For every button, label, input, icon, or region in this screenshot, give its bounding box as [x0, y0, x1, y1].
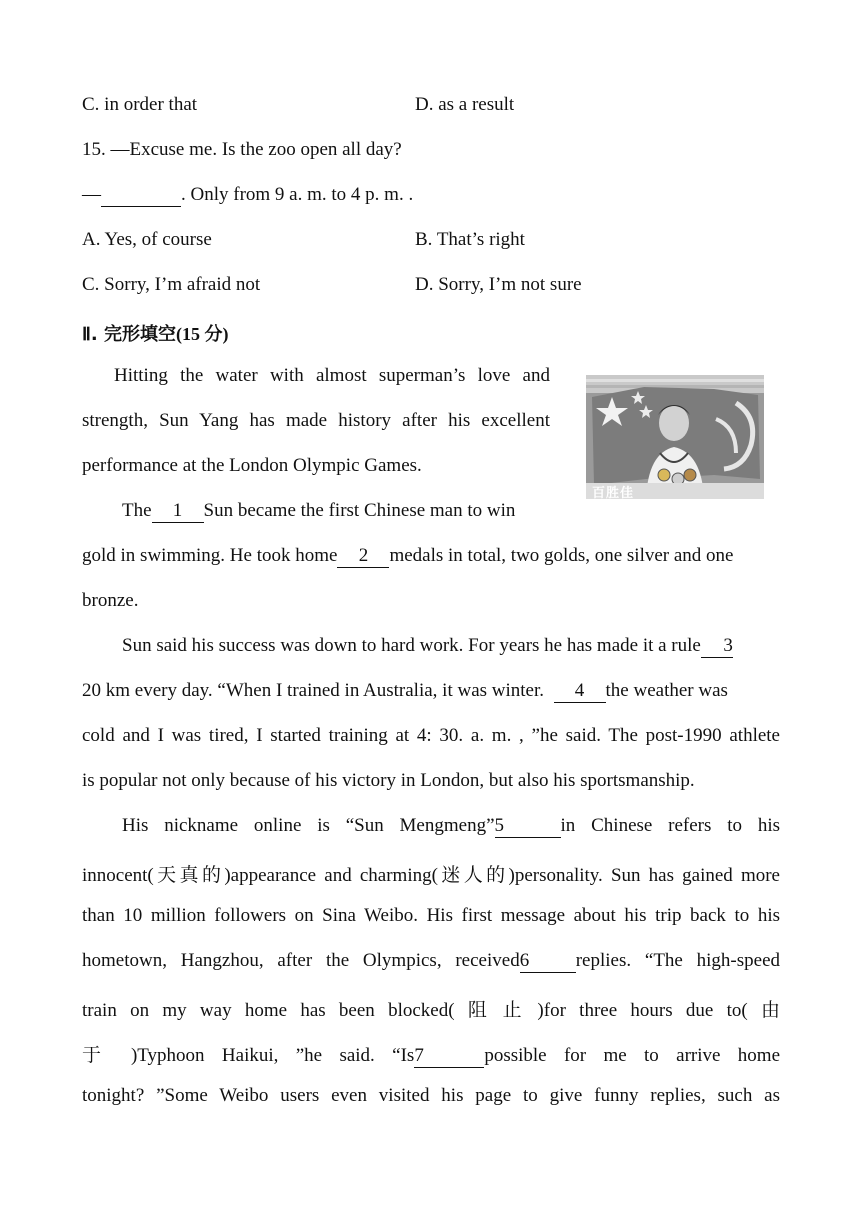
passage-text: gold in swimming. He took home	[82, 545, 338, 566]
passage-p1-line1: Hitting the water with almost superman’s love and	[114, 365, 550, 386]
q14-option-c: C. in order that	[82, 94, 198, 115]
athlete-photo-illustration	[586, 375, 764, 499]
passage-text: 20 km every day. “When I trained in Australia, it was winter.	[82, 680, 545, 701]
passage-p3-line2	[82, 680, 728, 703]
q15-reply	[82, 184, 413, 207]
q15-answer-blank	[101, 185, 181, 207]
passage-text: medals in total, two golds, one silver and one	[389, 545, 734, 566]
passage-p4-line4	[82, 950, 780, 973]
cloze-blank-5: 5	[495, 816, 561, 838]
passage-p3-line4: is popular not only because of his victory in London, but also his sportsmanship.	[82, 770, 695, 791]
cloze-blank-4: 4	[554, 681, 606, 703]
passage-p2-line1	[122, 500, 515, 523]
cloze-blank-3: 3	[701, 636, 733, 658]
passage-text: the weather was	[605, 680, 728, 701]
passage-p4-line7: tonight? ”Some Weibo users even visited his page to give funny replies, such as	[82, 1085, 780, 1106]
q15-stem: 15. —Excuse me. Is the zoo open all day?	[82, 139, 402, 160]
passage-text: replies. “The high-speed	[575, 950, 780, 971]
passage-p4-line5: train on my way home has been blocked( 阻 止 )for three hours due to( 由	[82, 1000, 780, 1021]
q15-reply-dash: —	[82, 184, 101, 205]
photo-watermark-text: 百胜佳	[592, 486, 635, 499]
passage-text: Sun became the first Chinese man to win	[203, 500, 516, 521]
passage-text: The	[122, 500, 152, 521]
passage-p3-line3: cold and I was tired, I started training at 4: 30. a. m. , ”he said. The post-1990 athlete	[82, 725, 780, 746]
passage-text: hometown, Hangzhou, after the Olympics, received	[82, 950, 520, 971]
q15-option-d: D. Sorry, I’m not sure	[415, 274, 582, 295]
section-roman-numeral: Ⅱ	[82, 324, 91, 344]
passage-p4-line2: innocent(天真的)appearance and charming(迷人的)personality. Sun has gained more	[82, 865, 780, 886]
passage-p2-line2	[82, 545, 734, 568]
passage-text: Sun said his success was down to hard work. For years he has made it a rule	[122, 635, 701, 656]
cloze-blank-7: 7	[414, 1046, 484, 1068]
passage-p2-line3: bronze.	[82, 590, 139, 611]
passage-text: His nickname online is “Sun Mengmeng”	[122, 815, 495, 836]
cloze-blank-6: 6	[520, 951, 576, 973]
q15-option-b: B. That’s right	[415, 229, 525, 250]
cloze-blank-1: 1	[152, 501, 204, 523]
passage-p3-line1	[122, 635, 733, 658]
athlete-photo	[586, 375, 764, 499]
cloze-blank-2: 2	[337, 546, 389, 568]
q15-option-c: C. Sorry, I’m afraid not	[82, 274, 261, 295]
passage-text: 于 )Typhoon Haikui, ”he said. “Is	[82, 1045, 415, 1066]
q15-option-a: A. Yes, of course	[82, 229, 212, 250]
passage-text: in Chinese refers to his	[560, 815, 780, 836]
passage-p4-line1	[122, 815, 780, 838]
section-score: (15 分)	[175, 324, 229, 344]
passage-p4-line3: than 10 million followers on Sina Weibo. His first message about his trip back to his	[82, 905, 780, 926]
q15-reply-text: . Only from 9 a. m. to 4 p. m. .	[181, 184, 414, 205]
section-heading	[82, 320, 228, 346]
section-title: . 完形填空	[90, 324, 176, 345]
passage-p1-line2: strength, Sun Yang has made history after his excellent	[82, 410, 550, 431]
passage-p4-line6	[82, 1040, 780, 1068]
passage-p1-line3: performance at the London Olympic Games.	[82, 455, 422, 476]
passage-text: possible for me to arrive home	[484, 1045, 781, 1066]
q14-option-d: D. as a result	[415, 94, 515, 115]
